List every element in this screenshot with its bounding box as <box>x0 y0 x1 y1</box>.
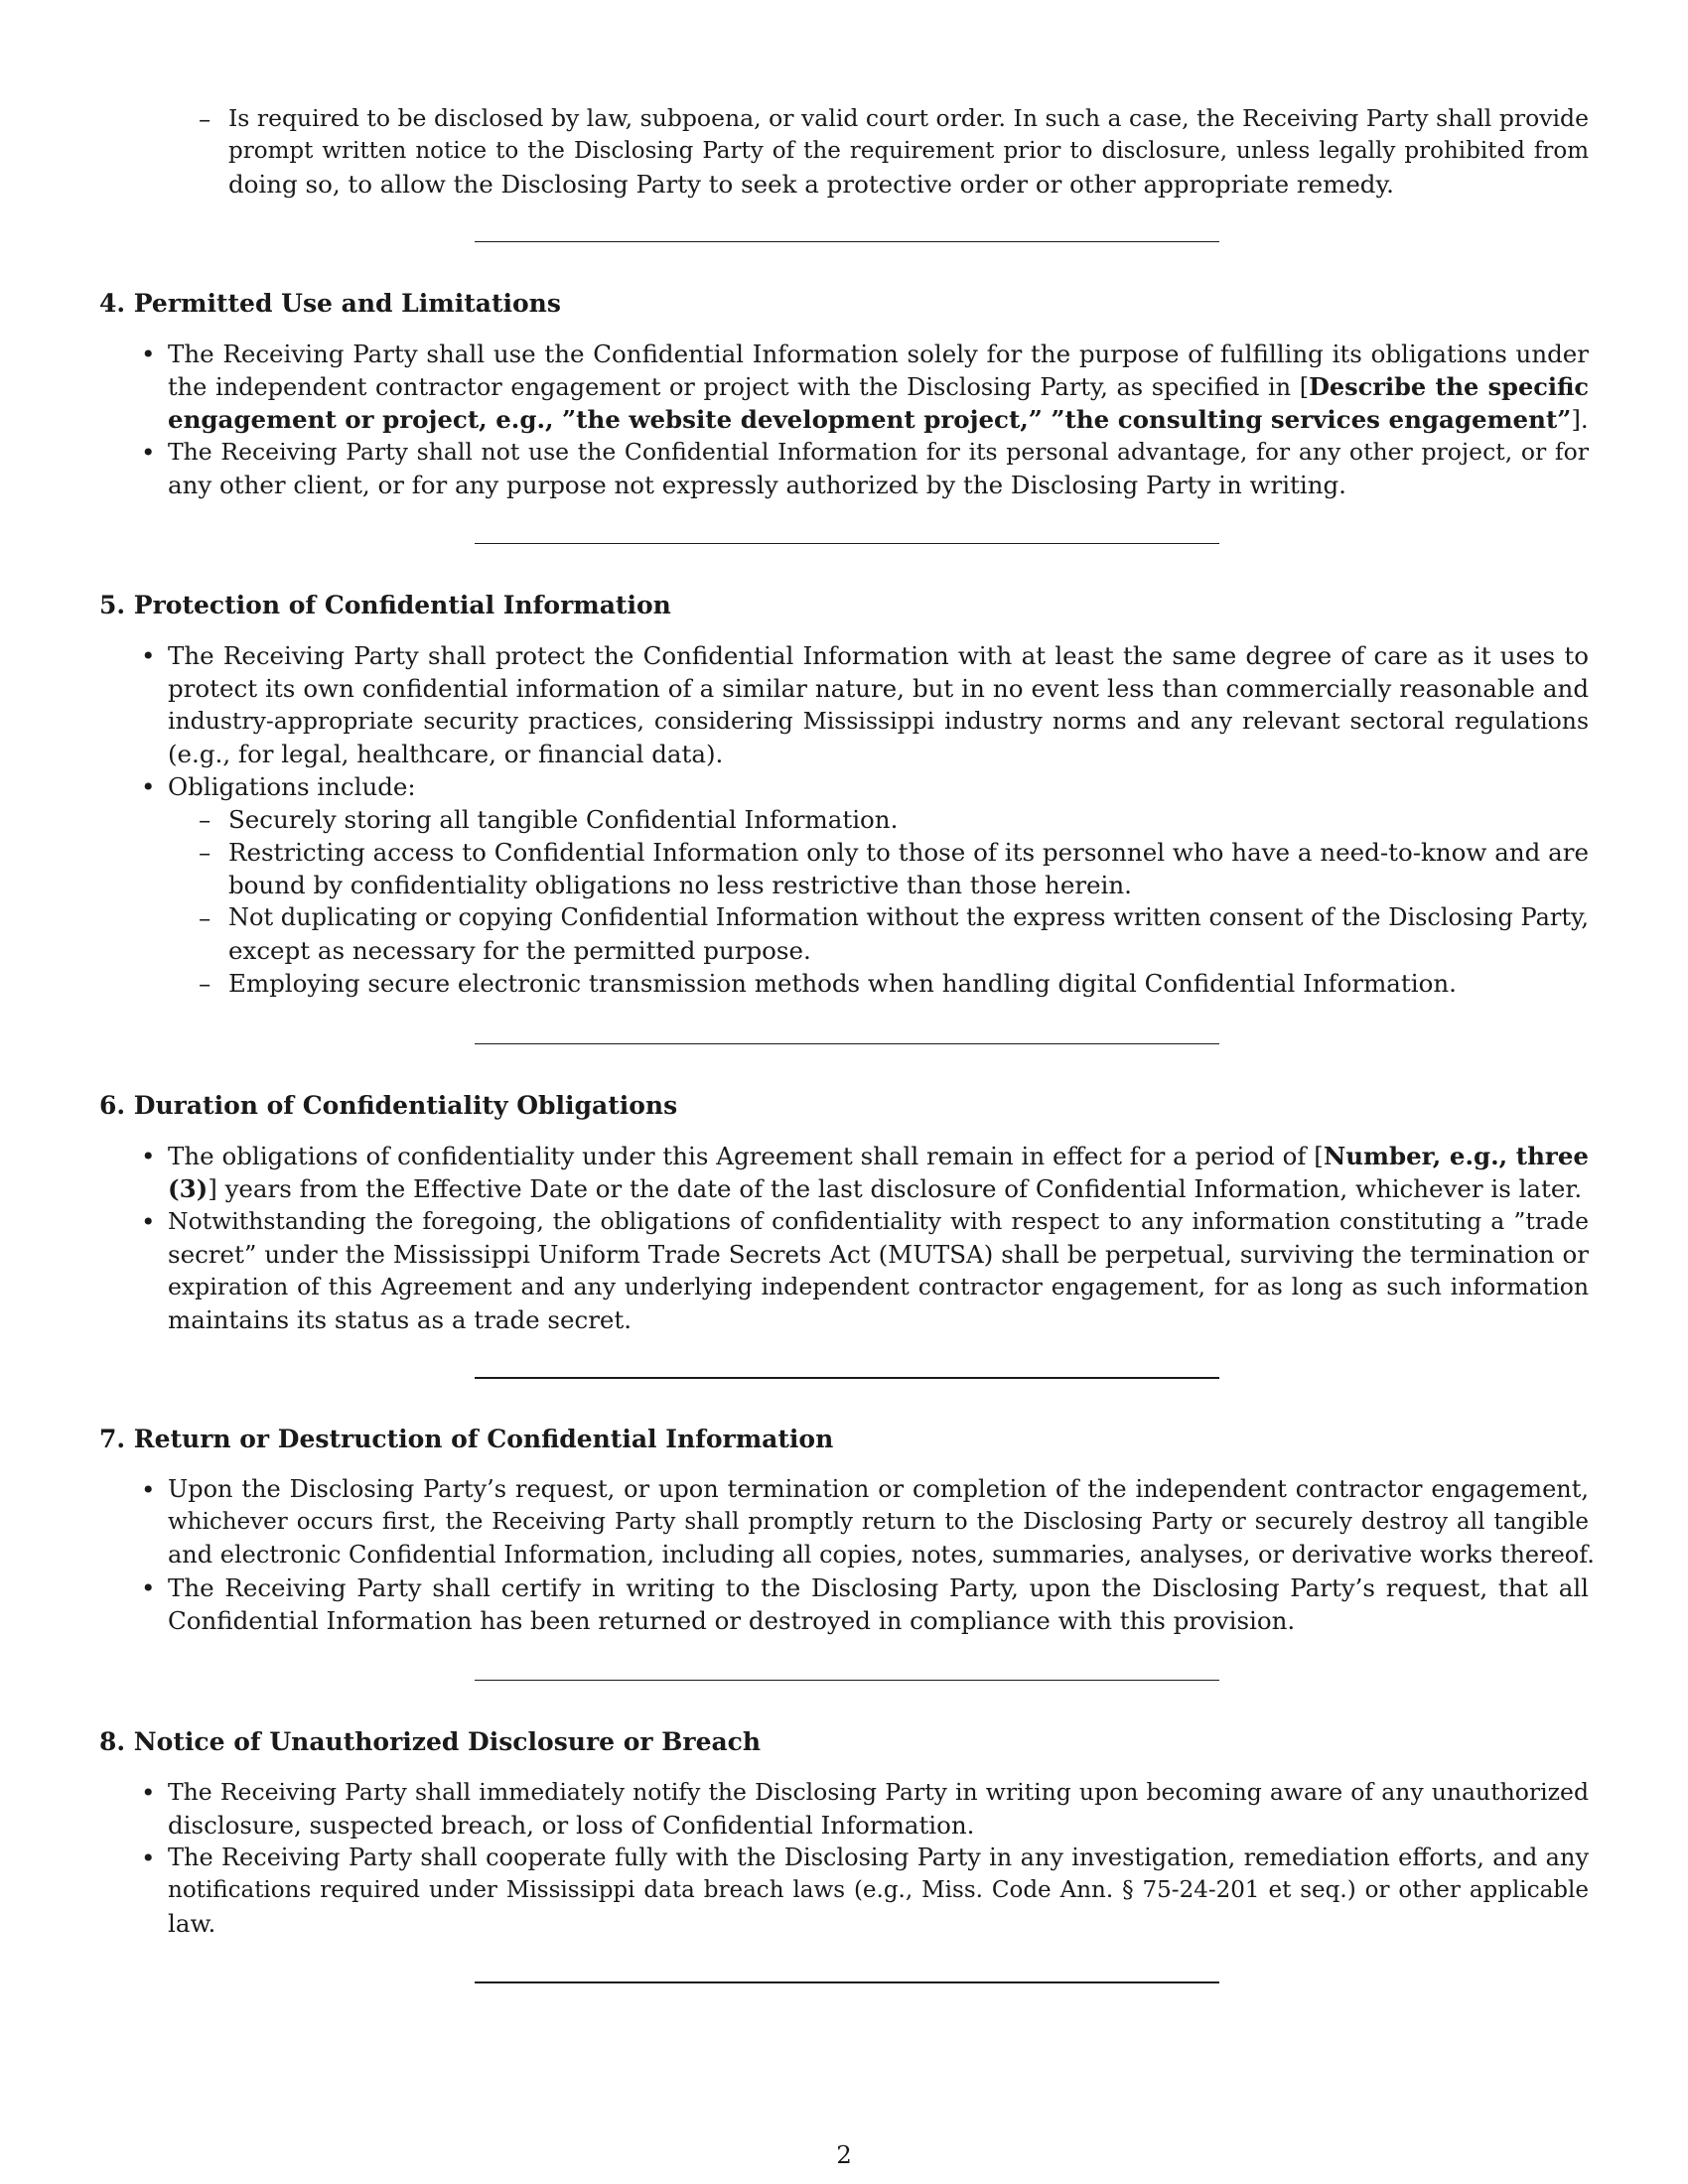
section-heading: 5. Protection of Confidential Information <box>99 591 671 619</box>
placeholder-text: engagement or project, e.g., ”the website development project,” ”the consulting services engagement” <box>168 405 1572 434</box>
paragraph-line: Upon the Disclosing Party’s request, or upon termination or completion of the independent contractor engagement, <box>168 1475 1589 1503</box>
text-run: The obligations of confidentiality under this Agreement shall remain in effect for a period of [ <box>168 1142 1324 1170</box>
paragraph-line: Confidential Information has been returned or destroyed in compliance with this provision. <box>168 1606 1296 1635</box>
bullet-marker: • <box>141 1843 156 1872</box>
section-divider <box>475 1043 1219 1044</box>
paragraph-line: The Receiving Party shall not use the Confidential Information for its personal advantage, for any other project, or for <box>168 438 1589 466</box>
page-number: 2 <box>836 2140 852 2169</box>
paragraph-line: secret” under the Mississippi Uniform Trade Secrets Act (MUTSA) shall be perpetual, surviving the termination or <box>168 1240 1589 1269</box>
paragraph-line <box>168 403 1589 436</box>
paragraph-line <box>168 1172 1582 1205</box>
bullet-marker: • <box>141 1475 156 1504</box>
paragraph-line: (e.g., for legal, healthcare, or financial data). <box>168 740 724 768</box>
bullet-marker: • <box>141 340 156 368</box>
section-heading: 7. Return or Destruction of Confidential Information <box>99 1425 834 1453</box>
placeholder-text: Number, e.g., three <box>1323 1142 1589 1170</box>
paragraph-line: The Receiving Party shall cooperate fully with the Disclosing Party in any investigation, remediation efforts, and any <box>168 1843 1589 1871</box>
bullet-marker: • <box>141 1207 156 1236</box>
paragraph-line: expiration of this Agreement and any underlying independent contractor engagement, for as long as such information <box>168 1273 1589 1300</box>
bullet-marker: • <box>141 772 156 801</box>
section-divider <box>475 241 1219 242</box>
paragraph-line: whichever occurs first, the Receiving Party shall promptly return to the Disclosing Party or securely destroy all tangible <box>168 1509 1589 1535</box>
dash-marker: – <box>199 969 211 998</box>
dash-marker: – <box>199 838 211 867</box>
section-divider <box>475 1680 1219 1681</box>
dash-marker: – <box>199 903 211 932</box>
paragraph-line: bound by confidentiality obligations no less restrictive than those herein. <box>228 871 1132 899</box>
paragraph-line: The Receiving Party shall protect the Confidential Information with at least the same degree of care as it uses to <box>168 641 1589 670</box>
text-run: ] years from the Effective Date or the date of the last disclosure of Confidential Information, whichever is later. <box>208 1174 1583 1203</box>
paragraph-line: The Receiving Party shall certify in writing to the Disclosing Party, upon the Disclosing Party’s request, that all <box>168 1573 1589 1602</box>
paragraph-line: prompt written notice to the Disclosing Party of the requirement prior to disclosure, unless legally prohibited from <box>228 138 1589 164</box>
paragraph-line: doing so, to allow the Disclosing Party to seek a protective order or other appropriate remedy. <box>228 170 1394 199</box>
paragraph-line: Securely storing all tangible Confidential Information. <box>228 805 899 834</box>
bullet-marker: • <box>141 438 156 467</box>
paragraph-line: industry-appropriate security practices, considering Mississippi industry norms and any relevant sectoral regulations <box>168 707 1589 735</box>
paragraph-line: disclosure, suspected breach, or loss of Confidential Information. <box>168 1811 975 1840</box>
text-run: ]. <box>1571 405 1589 434</box>
bullet-marker: • <box>141 1142 156 1170</box>
section-heading: 4. Permitted Use and Limitations <box>99 289 561 318</box>
paragraph-line: except as necessary for the permitted purpose. <box>228 936 811 965</box>
section-divider <box>475 543 1219 544</box>
paragraph-line: maintains its status as a trade secret. <box>168 1305 633 1334</box>
paragraph-line: notifications required under Mississippi data breach laws (e.g., Miss. Code Ann. § 75-24-201 et seq.) or other applicable <box>168 1877 1589 1903</box>
text-run: the independent contractor engagement or project with the Disclosing Party, as specified in [ <box>168 373 1310 401</box>
paragraph-line: The Receiving Party shall immediately notify the Disclosing Party in writing upon becoming aware of any unauthorized <box>168 1778 1589 1806</box>
bullet-marker: • <box>141 1778 156 1807</box>
placeholder-text: Describe the specific <box>1309 372 1590 401</box>
dash-marker: – <box>199 104 211 133</box>
section-divider <box>475 1981 1219 1983</box>
paragraph-line: Obligations include: <box>168 772 416 801</box>
paragraph-line: Not duplicating or copying Confidential Information without the express written consent of the Disclosing Party, <box>228 903 1589 931</box>
section-heading: 8. Notice of Unauthorized Disclosure or Breach <box>99 1727 762 1756</box>
paragraph-line: law. <box>168 1909 216 1938</box>
paragraph-line <box>168 1140 1589 1172</box>
section-divider <box>475 1377 1219 1379</box>
paragraph-line: and electronic Confidential Information, including all copies, notes, summaries, analyses, or derivative works thereof. <box>168 1541 1595 1569</box>
paragraph-line: Employing secure electronic transmission methods when handling digital Confidential Information. <box>228 969 1457 998</box>
paragraph-line <box>168 370 1589 404</box>
paragraph-line: Is required to be disclosed by law, subpoena, or valid court order. In such a case, the Receiving Party shall provide <box>228 104 1589 132</box>
paragraph-line: The Receiving Party shall use the Confidential Information solely for the purpose of fulfilling its obligations under <box>168 340 1589 368</box>
placeholder-text: (3) <box>168 1174 209 1203</box>
paragraph-line: any other client, or for any purpose not expressly authorized by the Disclosing Party in writing. <box>168 471 1346 499</box>
paragraph-line: Notwithstanding the foregoing, the obligations of confidentiality with respect to any information constituting a ”trade <box>168 1207 1589 1235</box>
section-heading: 6. Duration of Confidentiality Obligations <box>99 1091 678 1120</box>
bullet-marker: • <box>141 641 156 670</box>
paragraph-line: protect its own confidential information of a similar nature, but in no event less than commercially reasonable and <box>168 674 1589 703</box>
dash-marker: – <box>199 805 211 834</box>
bullet-marker: • <box>141 1573 156 1602</box>
paragraph-line: Restricting access to Confidential Information only to those of its personnel who have a need-to-know and are <box>228 838 1589 867</box>
